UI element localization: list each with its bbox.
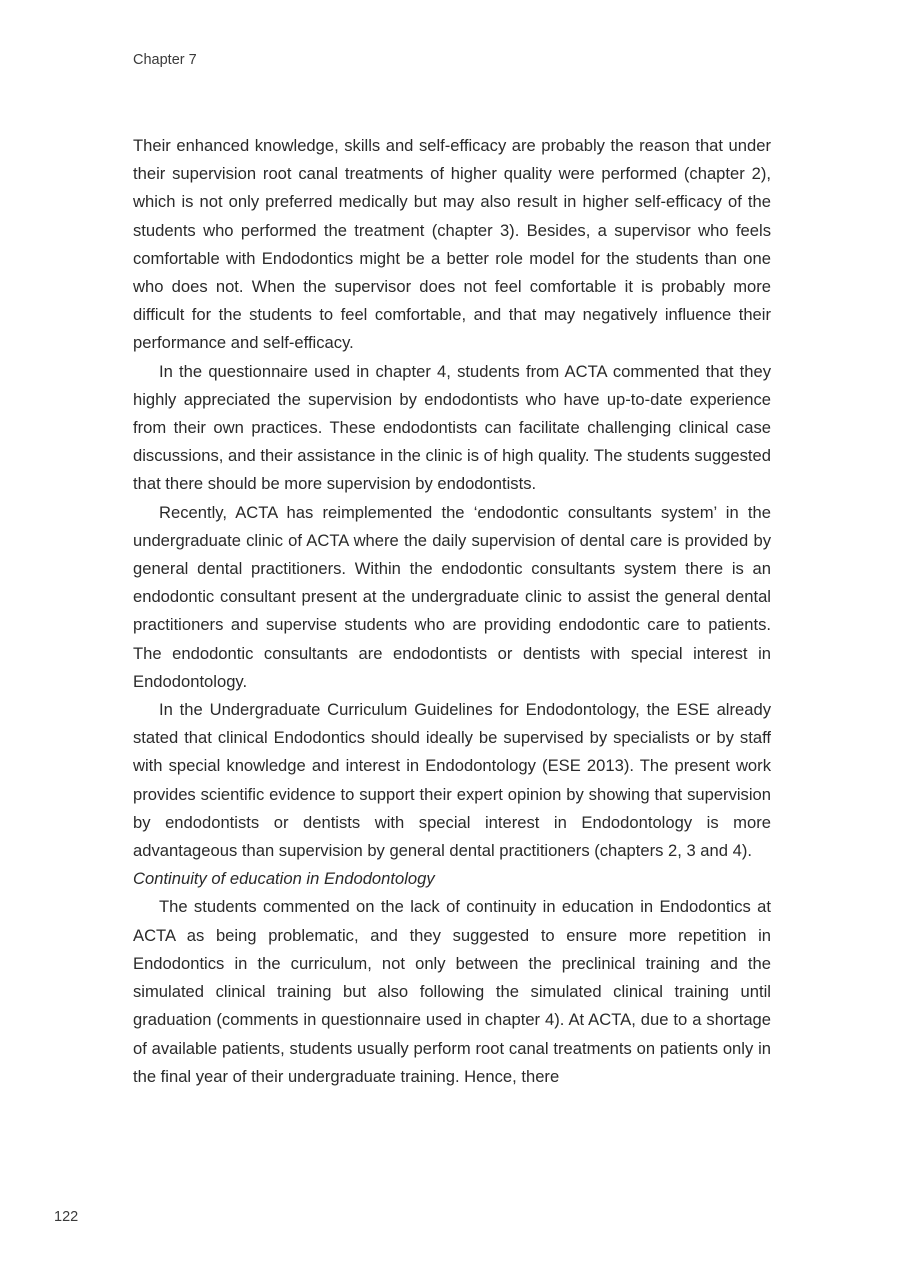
running-head: Chapter 7 [133, 52, 197, 68]
section-heading: Continuity of education in Endodontology [133, 869, 435, 889]
paragraph: In the Undergraduate Curriculum Guidelines for Endodontology, the ESE already stated that clinical Endodontics should ideally be supervised by specialists or by staff with special knowledge and interest in Endodontology (ESE 2013). The present work provides scientific evidence to support their expert opinion by showing that supervision by endodontists or dentists with special interest in Endodontology is more advantageous than supervision by general dental practitioners (chapters 2, 3 and 4). [133, 700, 771, 861]
paragraph: In the questionnaire used in chapter 4, students from ACTA commented that they highly appreciated the supervision by endodontists who have up-to-date experience from their own practices. These endodontists can facilitate challenging clinical case discussions, and their assistance in the clinic is of high quality. The students suggested that there should be more supervision by endodontists. [133, 361, 771, 494]
body-text [133, 132, 771, 1091]
page-number: 122 [54, 1209, 79, 1225]
paragraph: The students commented on the lack of continuity in education in Endodontics at ACTA as being problematic, and they suggested to ensure more repetition in Endodontics in the curriculum, not only between the preclinical training and the simulated clinical training but also following the simulated clinical training until graduation (comments in questionnaire used in chapter 4). At ACTA, due to a shortage of available patients, students usually perform root canal treatments on patients only in the final year of their undergraduate training. Hence, there [133, 897, 771, 1086]
paragraph: Their enhanced knowledge, skills and self-efficacy are probably the reason that under their supervision root canal treatments of higher quality were performed (chapter 2), which is not only preferred medically but may also result in higher self-efficacy of the students who performed the treatment (chapter 3). Besides, a supervisor who feels comfortable with Endodontics might be a better role model for the students than one who does not. When the supervisor does not feel comfortable it is probably more difficult for the students to feel comfortable, and that may negatively influence their performance and self-efficacy. [133, 136, 771, 353]
paragraph: Recently, ACTA has reimplemented the ‘endodontic consultants system’ in the undergraduate clinic of ACTA where the daily supervision of dental care is provided by general dental practitioners. Within the endodontic consultants system there is an endodontic consultant present at the undergraduate clinic to assist the general dental practitioners and supervise students who are providing endodontic care to patients. The endodontic consultants are endodontists or dentists with special interest in Endodontology. [133, 502, 771, 691]
